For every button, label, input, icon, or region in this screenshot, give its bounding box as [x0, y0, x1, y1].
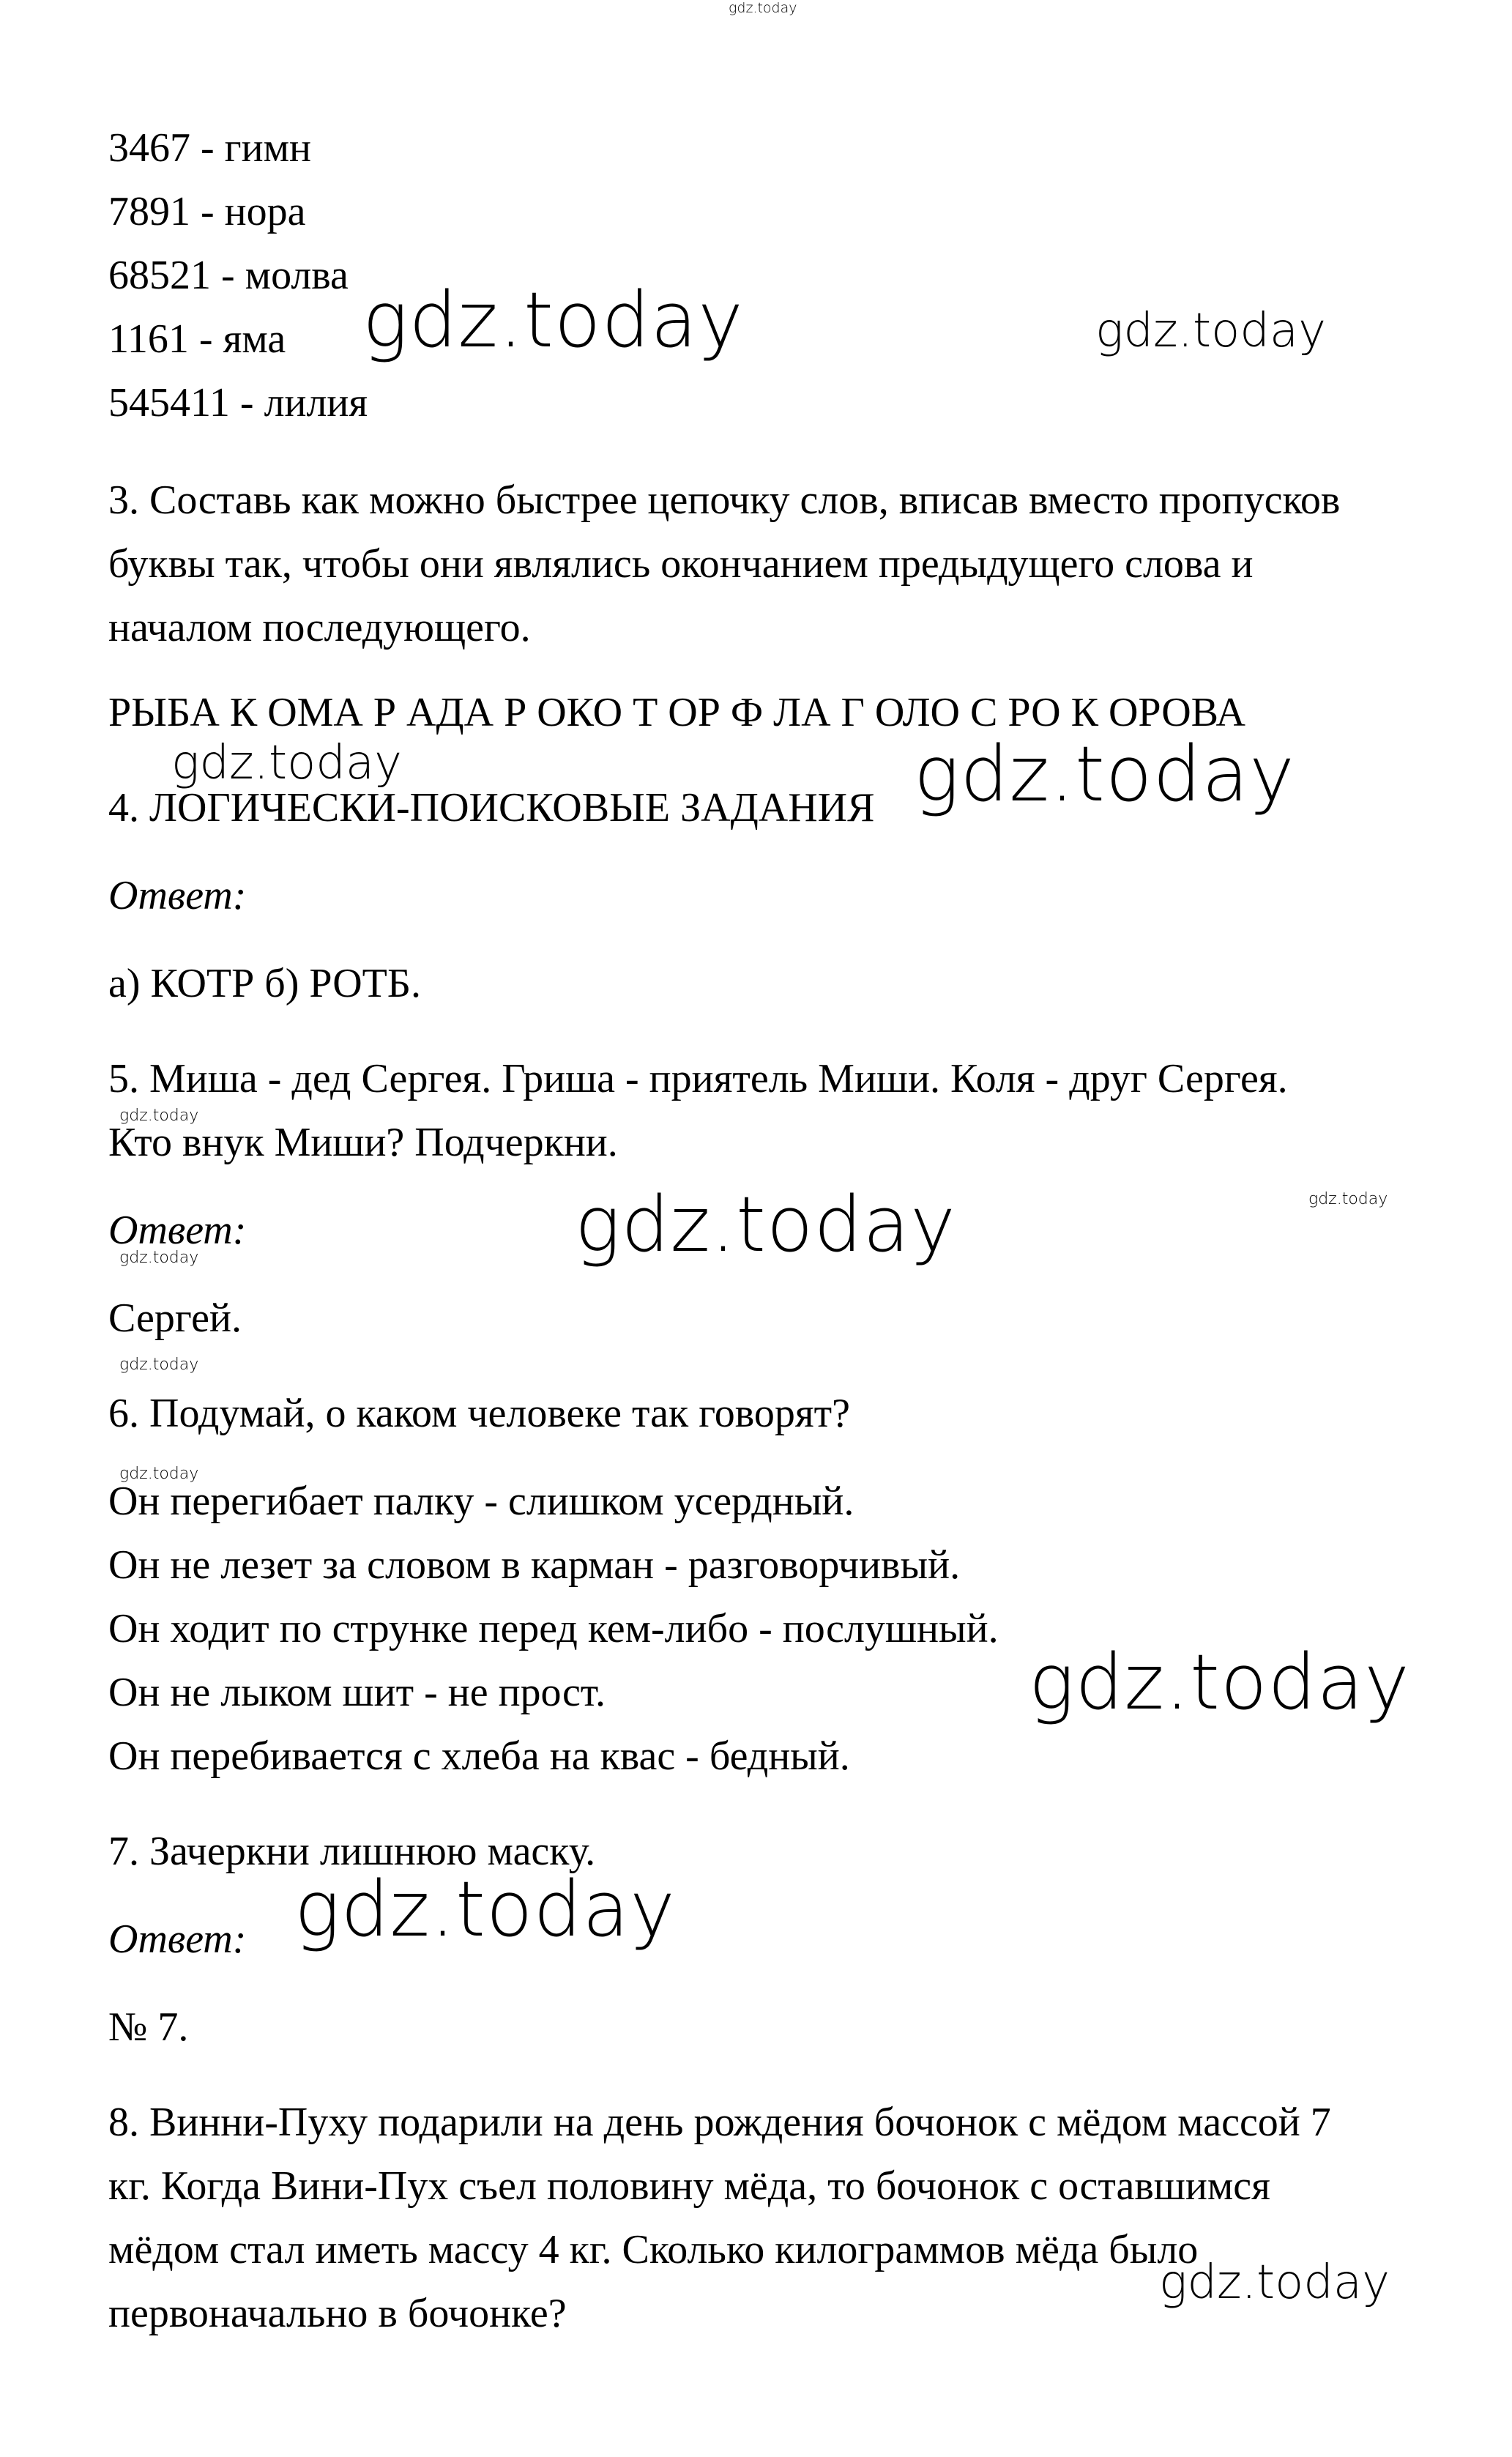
task6-line: Он не лезет за словом в карман - разговорчивый.	[108, 1542, 961, 1588]
task4-answer: а) КОТР б) РОТБ.	[108, 961, 422, 1006]
task3-line: буквы так, чтобы они являлись окончанием предыдущего слова и	[108, 541, 1254, 587]
code-line: 3467 - гимн	[108, 125, 311, 171]
task6-line: Он перегибает палку - слишком усердный.	[108, 1479, 854, 1524]
code-line: 1161 - яма	[108, 316, 286, 362]
watermark: gdz.today	[1308, 1190, 1388, 1208]
watermark: gdz.today	[119, 1249, 199, 1267]
task7-title: 7. Зачеркни лишнюю маску.	[108, 1829, 596, 1874]
task7-answer-label: Ответ:	[108, 1917, 247, 1962]
task8-line: кг. Когда Вини-Пух съел половину мёда, то бочонок с оставшимся	[108, 2163, 1270, 2209]
header-watermark: gdz.today	[729, 0, 797, 16]
task5-line: 5. Миша - дед Сергея. Гриша - приятель Миши. Коля - друг Сергея.	[108, 1056, 1288, 1101]
watermark: gdz.today	[119, 1465, 199, 1483]
task6-line: Он ходит по струнке перед кем-либо - послушный.	[108, 1606, 999, 1651]
watermark: gdz.today	[914, 729, 1295, 819]
task6-line: Он перебивается с хлеба на квас - бедный.	[108, 1733, 850, 1779]
task8-line: 8. Винни-Пуху подарили на день рождения бочонок с мёдом массой 7	[108, 2100, 1331, 2145]
task8-line: первоначально в бочонке?	[108, 2291, 567, 2336]
watermark: gdz.today	[575, 1180, 956, 1269]
watermark: gdz.today	[119, 1107, 199, 1125]
watermark: gdz.today	[1095, 304, 1326, 358]
task8-line: мёдом стал иметь массу 4 кг. Сколько килограммов мёда было	[108, 2227, 1199, 2272]
task4-title: 4. ЛОГИЧЕСКИ-ПОИСКОВЫЕ ЗАДАНИЯ	[108, 785, 875, 830]
watermark: gdz.today	[362, 275, 744, 365]
watermark: gdz.today	[1029, 1638, 1410, 1727]
task5-line: Кто внук Миши? Подчеркни.	[108, 1120, 618, 1165]
watermark: gdz.today	[1159, 2256, 1390, 2310]
task5-answer-label: Ответ:	[108, 1208, 247, 1253]
task5-answer: Сергей.	[108, 1296, 242, 1341]
code-line: 7891 - нора	[108, 189, 306, 234]
task6-line: Он не лыком шит - не прост.	[108, 1670, 606, 1715]
task4-answer-label: Ответ:	[108, 873, 247, 918]
task3-chain: РЫБА К ОМА Р АДА Р ОКО Т ОР Ф ЛА Г ОЛО С РО К ОРОВА	[108, 690, 1245, 735]
watermark: gdz.today	[119, 1356, 199, 1374]
code-line: 545411 - лилия	[108, 380, 368, 425]
task3-line: 3. Составь как можно быстрее цепочку слов, вписав вместо пропусков	[108, 477, 1341, 523]
task3-line: началом последующего.	[108, 605, 531, 650]
task7-answer: № 7.	[108, 2004, 189, 2050]
watermark: gdz.today	[171, 736, 402, 790]
code-line: 68521 - молва	[108, 253, 349, 298]
watermark: gdz.today	[294, 1865, 676, 1954]
task6-title: 6. Подумай, о каком человеке так говорят?	[108, 1391, 850, 1436]
